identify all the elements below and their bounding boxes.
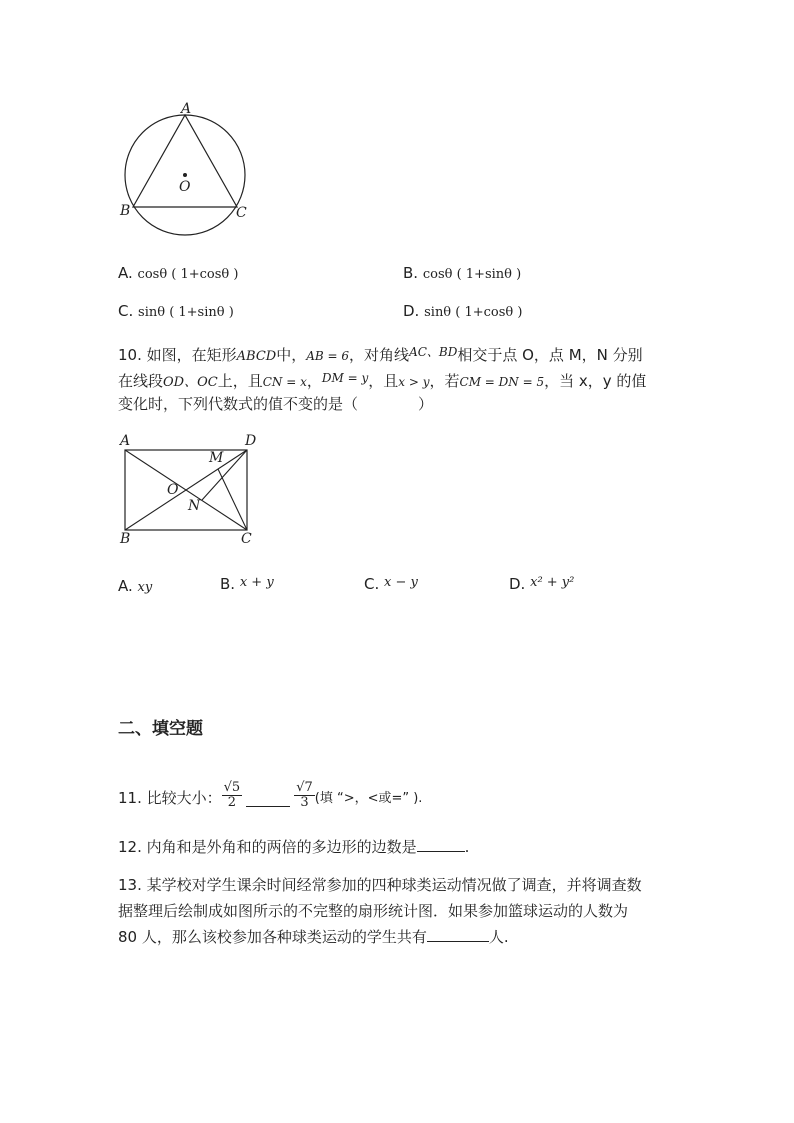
q10-option-d[interactable] [509, 575, 574, 593]
text: 如图，在矩形 [146, 346, 237, 364]
label-o: O [167, 482, 179, 498]
q13-line1: 13. 某学校对学生课余时间经常参加的四种球类运动情况做了调查，并将调查数 [118, 876, 642, 894]
q11-suffix: (填 “>，<或=” ). [314, 791, 423, 806]
q11 [118, 770, 422, 810]
text: ，若 [429, 372, 460, 390]
math-cn: CN = x [262, 375, 307, 389]
q10-option-a[interactable] [118, 577, 152, 595]
label-c: C [236, 205, 247, 221]
q9-option-c[interactable] [118, 302, 234, 320]
option-text: cosθ ( 1+sinθ ) [422, 267, 522, 282]
q11-prefix: 11. 比较大小： [118, 789, 222, 807]
label-c: C [241, 531, 252, 547]
q10-option-b[interactable] [220, 575, 274, 593]
numerator: √5 [223, 780, 241, 795]
answer-blank[interactable] [246, 790, 290, 807]
q12-text: 12. 内角和是外角和的两倍的多边形的边数是 [118, 838, 417, 856]
q12 [118, 834, 469, 860]
text: 中， [276, 346, 307, 364]
math-ab: AB = 6 [306, 349, 350, 363]
q12-end: . [464, 838, 470, 856]
q9-option-a[interactable] [118, 264, 238, 282]
text: ，当 x，y 的值 [544, 372, 647, 390]
math-odoc: OD、OC [163, 375, 218, 390]
section-heading: 二、填空题 [118, 719, 203, 739]
text: ， [306, 372, 322, 390]
q10-option-c[interactable] [364, 575, 418, 593]
circle-triangle-figure [110, 95, 260, 245]
text: 相交于点 O，点 M，N 分别 [457, 346, 643, 364]
numerator: √7 [296, 780, 313, 795]
option-text: cosθ ( 1+cosθ ) [137, 267, 239, 282]
fraction-sqrt7-over-3 [294, 781, 315, 810]
option-letter: D. [403, 302, 420, 320]
label-a: A [181, 101, 192, 117]
option-letter: D. [509, 575, 526, 593]
option-text: sinθ ( 1+sinθ ) [138, 305, 234, 320]
option-text: xy [137, 580, 153, 595]
q10-number: 10. [118, 346, 142, 364]
label-b: B [120, 203, 131, 219]
label-n: N [188, 498, 201, 514]
text: ，对角线 [349, 346, 410, 364]
text: 上，且 [217, 372, 263, 390]
option-letter: C. [364, 575, 380, 593]
option-text: sinθ ( 1+cosθ ) [424, 305, 523, 320]
option-letter: B. [403, 264, 419, 282]
denominator: 3 [300, 795, 309, 810]
text: 在线段 [118, 372, 164, 390]
q13-line2: 据整理后绘制成如图所示的不完整的扇形统计图．如果参加篮球运动的人数为 [118, 902, 629, 920]
q9-option-b[interactable] [403, 264, 521, 282]
answer-blank[interactable] [417, 835, 465, 852]
math-xy: x > y [398, 375, 430, 389]
option-text: x² + y² [530, 575, 575, 590]
label-d: D [245, 433, 257, 449]
q13-line3 [118, 924, 509, 950]
option-letter: C. [118, 302, 134, 320]
q13-end: 人. [488, 928, 509, 946]
center-point [183, 173, 187, 177]
answer-blank[interactable] [427, 925, 489, 942]
option-text: x + y [239, 575, 274, 590]
math-abcd: ABCD [236, 349, 277, 364]
option-letter: A. [118, 264, 133, 282]
q13-text: 80 人，那么该校参加各种球类运动的学生共有 [118, 928, 427, 946]
label-m: M [209, 450, 224, 466]
option-letter: A. [118, 577, 133, 595]
label-b: B [120, 531, 131, 547]
denominator: 2 [227, 795, 237, 810]
label-o: O [179, 179, 191, 195]
math-cmdn: CM = DN = 5 [459, 375, 545, 389]
text: ，且 [368, 372, 399, 390]
math-acbd: AC、BD [409, 345, 458, 359]
option-text: x − y [384, 575, 418, 590]
label-a: A [120, 433, 131, 449]
option-letter: B. [220, 575, 236, 593]
q10-line3: 变化时，下列代数式的值不变的是（ ） [118, 395, 434, 413]
math-dm: DM = y [321, 371, 369, 385]
q9-option-d[interactable] [403, 302, 522, 320]
fraction-sqrt5-over-2 [222, 781, 243, 810]
